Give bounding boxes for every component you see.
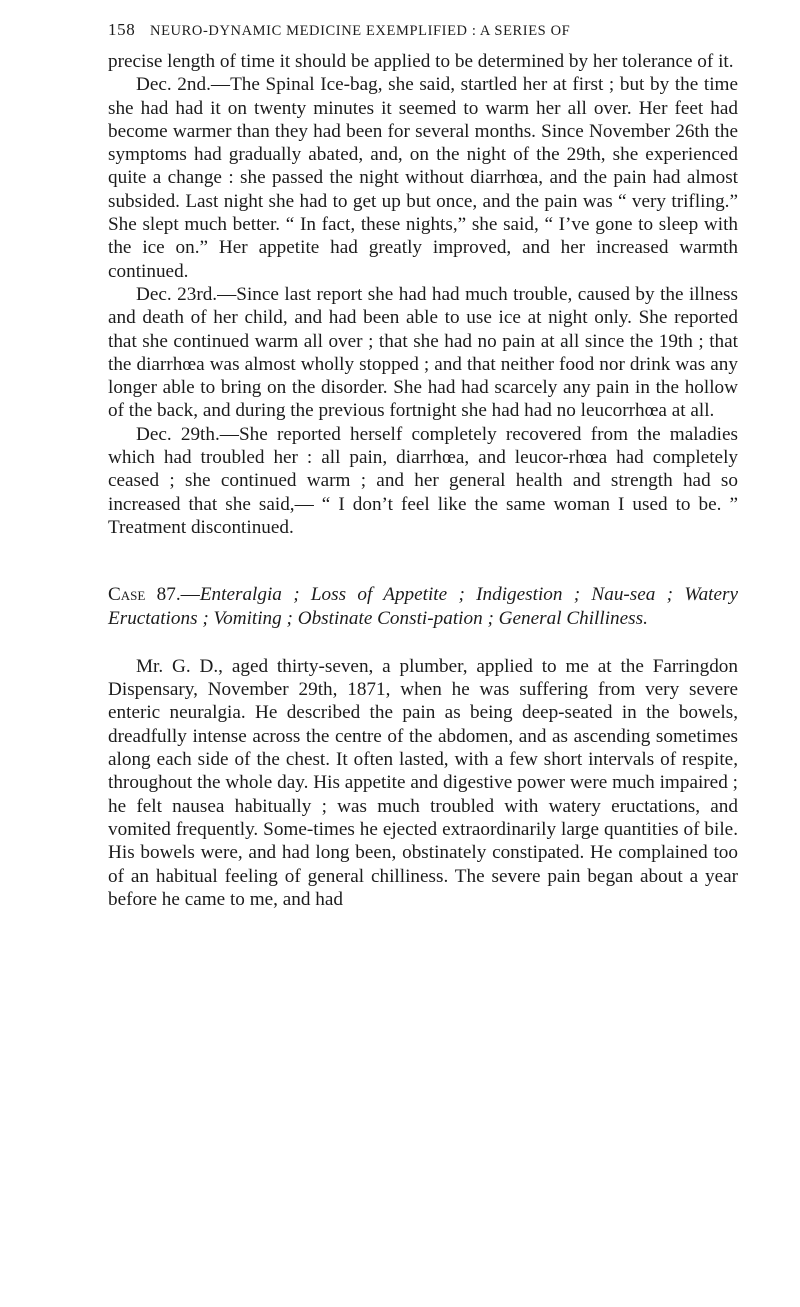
running-header — [108, 20, 738, 44]
paragraph-dec-29th: Dec. 29th.—She reported herself completely recovered from the maladies which had troubled her : all pain, diarrhœa, and leucor-rhœa had completely ceased ; she continued warm ; and her general health and strength had so increased that she said,— “ I don’t feel like the same woman I used to be. ” Treatment discontinued. — [108, 423, 738, 538]
running-title: NEURO-DYNAMIC MEDICINE EXEMPLIFIED : A SERIES OF — [150, 23, 571, 39]
case-heading — [108, 583, 738, 630]
case-number: 87.— — [156, 584, 200, 606]
continued-paragraph: precise length of time it should be applied to be determined by her tolerance of it. — [108, 51, 734, 72]
case-paragraph: Mr. G. D., aged thirty-seven, a plumber, applied to me at the Farringdon Dispensary, November 29th, 1871, when he was suffering from very severe enteric neuralgia. He described the pain as being deep-seated in the bowels, dreadfully intense across the centre of the abdomen, and as ascending sometimes along each side of the chest. It often lasted, with a few short intervals of respite, throughout the whole day. His appetite and digestive power were much impaired ; he felt nausea habitually ; was much troubled with watery eructations, and vomited frequently. Some-times he ejected extraordinarily large quantities of bile. His bowels were, and had long been, obstinately constipated. He complained too of an habitual feeling of general chilliness. The severe pain began about a year before he came to me, and had — [108, 655, 738, 910]
case-label: Case — [108, 584, 146, 606]
section-spacer — [108, 539, 738, 583]
body-text — [108, 50, 738, 911]
page-number: 158 — [108, 20, 136, 39]
heading-spacer — [108, 630, 738, 655]
case-title: Enteralgia ; Loss of Appetite ; Indigestion ; Nau-sea ; Watery Eructations ; Vomiting ; Obstinate Consti-pation ; General Chilliness. — [108, 584, 738, 629]
paragraph-dec-2nd: Dec. 2nd.—The Spinal Ice-bag, she said, startled her at first ; but by the time she had had it on twenty minutes it seemed to warm her all over. Her feet had become warmer than they had been for several months. Since November 26th the symptoms had gradually abated, and, on the night of the 29th, she experienced quite a change : she passed the night without diarrhœa, and the pain had almost subsided. Last night she had to get up but once, and the pain was “ very trifling.” She slept much better. “ In fact, these nights,” she said, “ I’ve gone to sleep with the ice on.” Her appetite had greatly improved, and her increased warmth continued. — [108, 74, 738, 282]
paragraph-dec-23rd: Dec. 23rd.—Since last report she had had much trouble, caused by the illness and death of her child, and had been able to use ice at night only. She reported that she continued warm all over ; that she had no pain at all since the 19th ; that the diarrhœa was almost wholly stopped ; and that neither food nor drink was any longer able to bring on the disorder. She had had scarcely any pain in the hollow of the back, and during the previous fortnight she had had no leucorrhœa at all. — [108, 283, 738, 422]
